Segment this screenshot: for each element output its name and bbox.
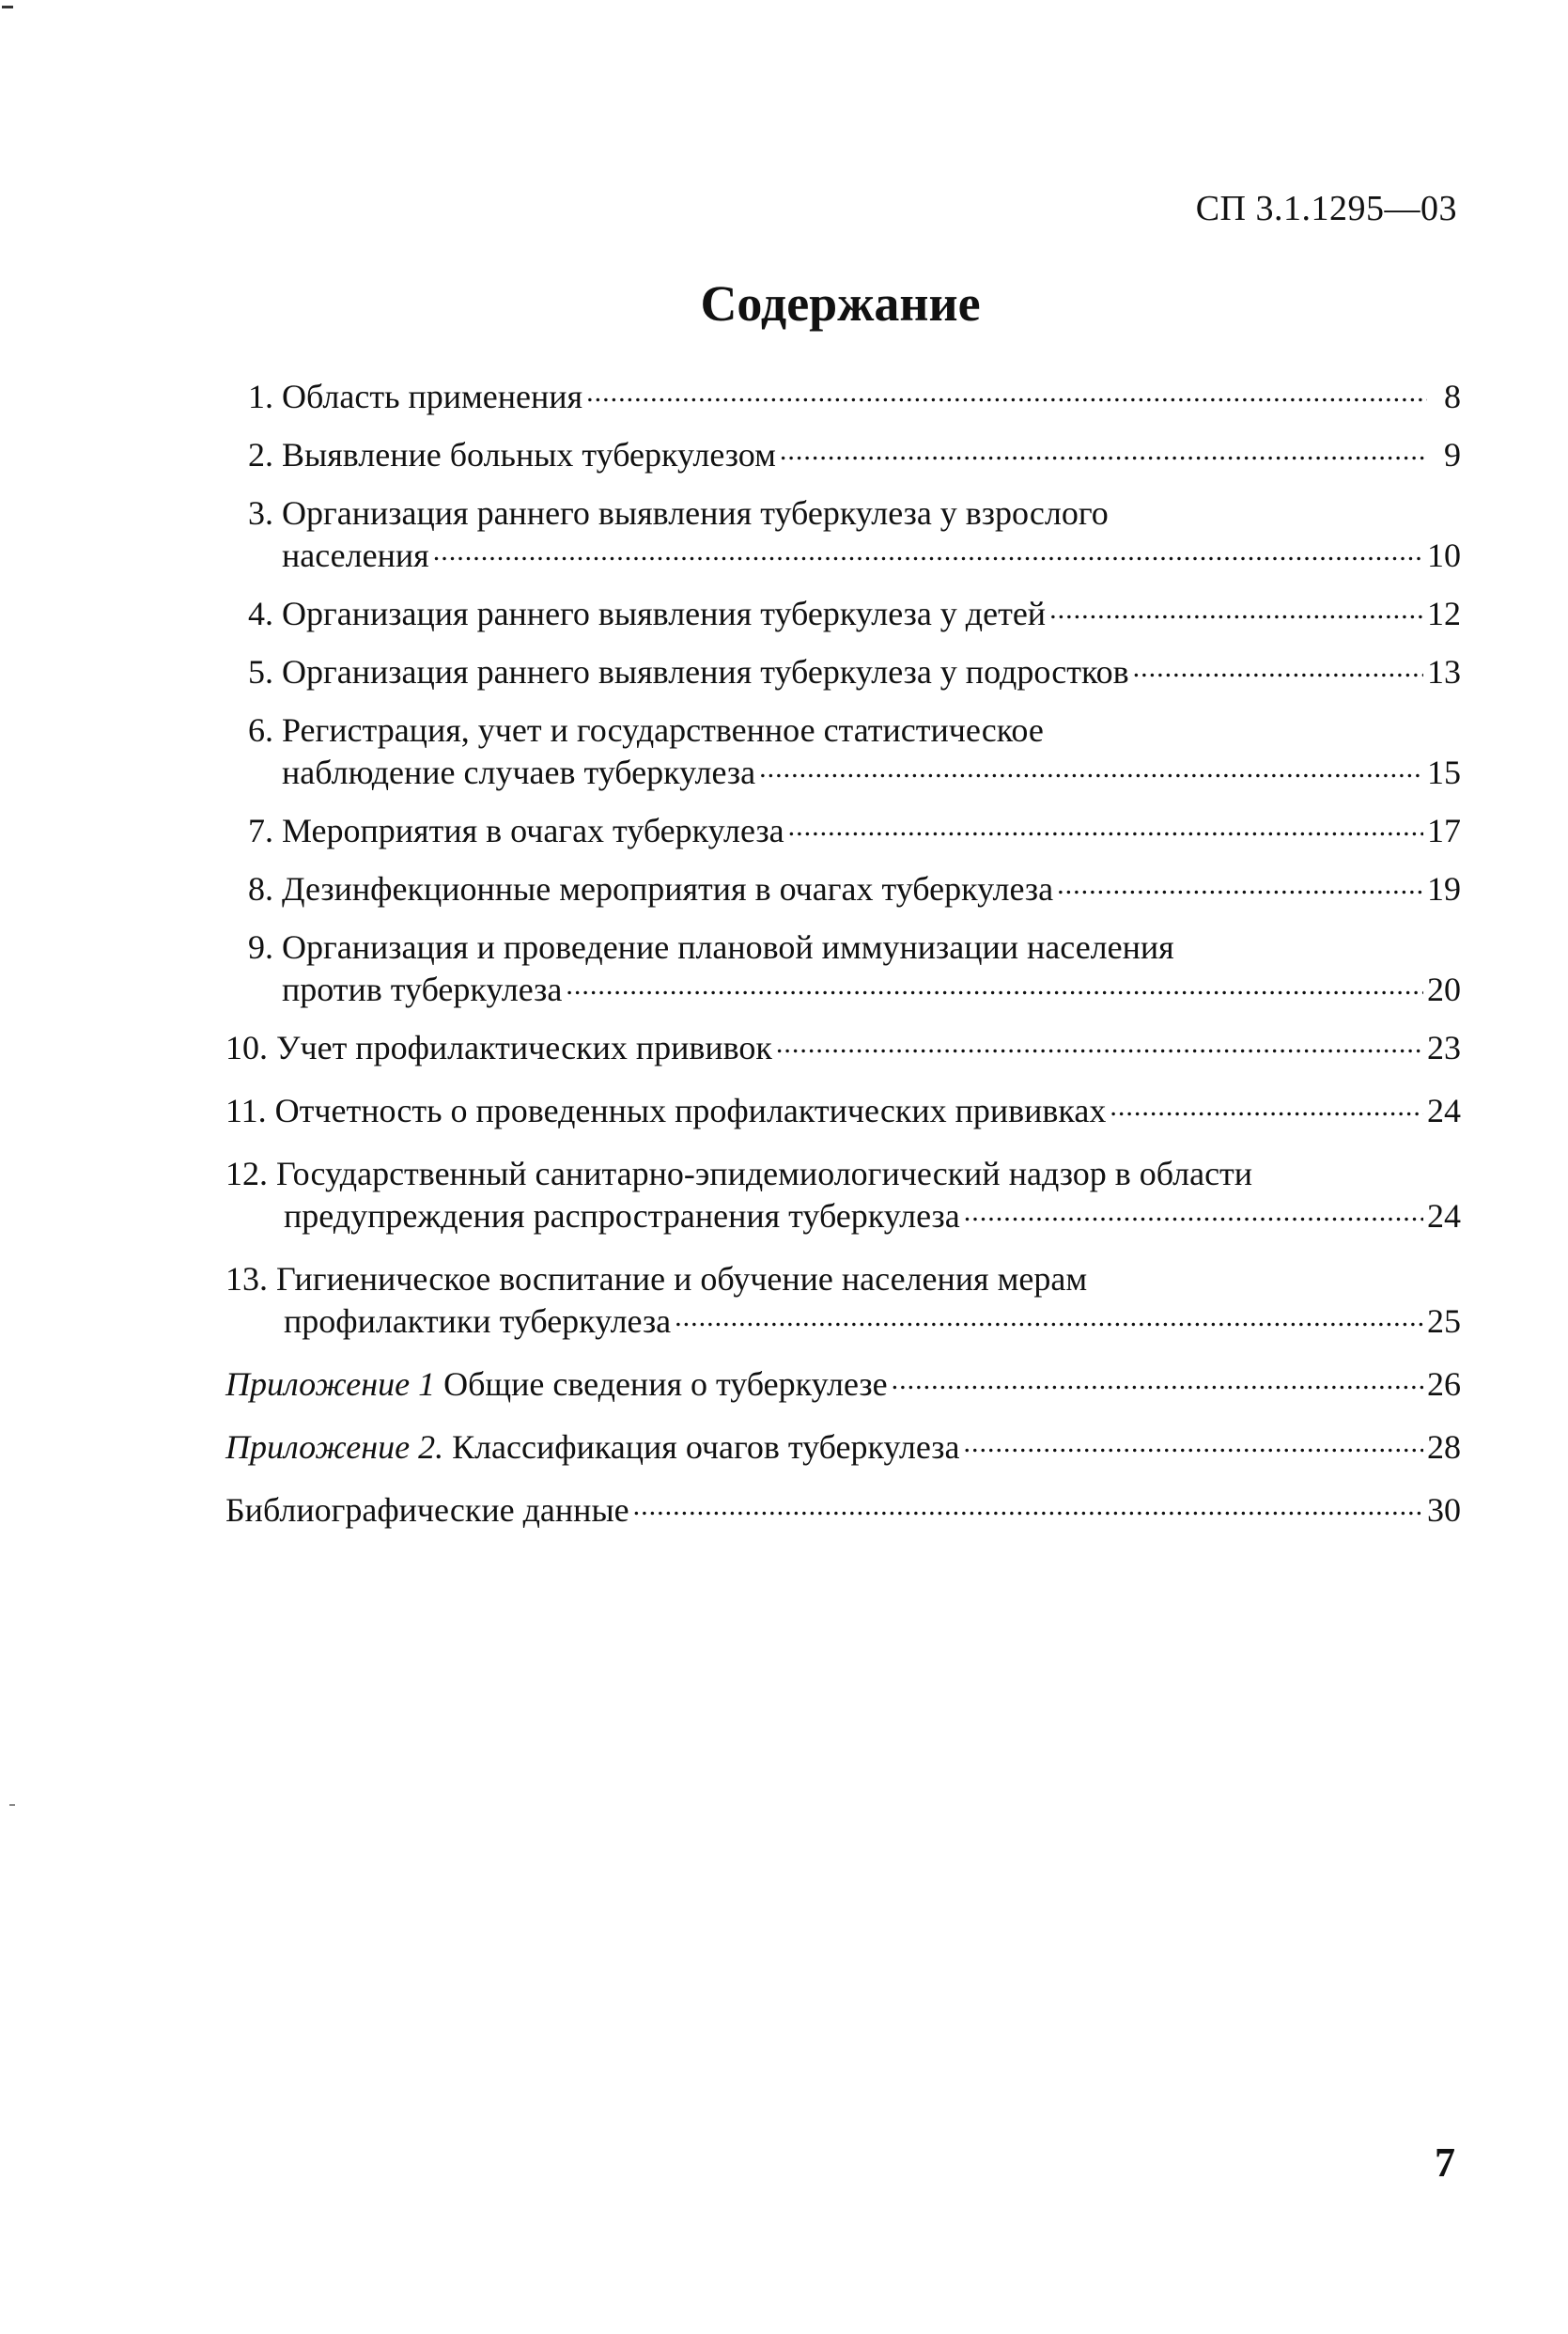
toc-entry-title-line2: предупреждения распространения туберкулеза	[284, 1197, 960, 1235]
toc-entry-number: 3.	[248, 494, 273, 532]
toc-entry-title: Выявление больных туберкулезом	[282, 436, 776, 474]
toc-leader-dots	[963, 1430, 1423, 1458]
toc-entry-title-line1: Регистрация, учет и государственное статистическое	[282, 711, 1044, 749]
toc-entry-title-line2: профилактики туберкулеза	[284, 1302, 672, 1340]
toc-entry-number: 4.	[248, 595, 273, 632]
toc-entry-title-line2: против туберкулеза	[282, 971, 563, 1008]
toc-entry-number: 10.	[225, 1029, 268, 1066]
toc-entry-page: 9	[1444, 436, 1461, 474]
toc-entry-5[interactable]	[225, 651, 1461, 693]
toc-entry-number: 11.	[225, 1092, 267, 1129]
toc-leader-dots	[788, 814, 1423, 842]
toc-entry-title: Область применения	[282, 378, 583, 415]
toc-entry-page: 12	[1427, 595, 1461, 632]
toc-entry-page: 26	[1427, 1365, 1461, 1403]
toc-entry-page: 15	[1427, 754, 1461, 791]
toc-leader-dots	[433, 538, 1423, 567]
toc-entry-10[interactable]	[225, 1027, 1461, 1069]
toc-leader-dots	[964, 1199, 1423, 1227]
toc-entry-11[interactable]	[225, 1090, 1461, 1132]
toc-entry-page: 24	[1427, 1092, 1461, 1129]
toc-entry-number: 9.	[248, 928, 273, 966]
toc-entry-page: 25	[1427, 1302, 1461, 1340]
toc-entry-title: Библиографические данные	[225, 1491, 629, 1529]
toc-entry-title-line2: наблюдение случаев туберкулеза	[282, 754, 756, 791]
toc-entry-4[interactable]	[225, 593, 1461, 635]
toc-leader-dots	[1133, 655, 1423, 683]
toc-leader-dots	[566, 972, 1423, 1001]
toc-entry-page: 30	[1427, 1491, 1461, 1529]
toc-entry-page: 23	[1427, 1029, 1461, 1066]
toc-entry-number: 13.	[225, 1260, 268, 1298]
toc-entry-13[interactable]	[225, 1258, 1461, 1343]
toc-entry-12[interactable]	[225, 1153, 1461, 1237]
toc-entry-1[interactable]	[225, 376, 1461, 418]
toc-appendix-label: Приложение 2.	[225, 1428, 444, 1466]
toc-entry-title-line1: Государственный санитарно-эпидемиологический надзор в области	[276, 1155, 1253, 1192]
toc-entry-title-line2: населения	[282, 537, 429, 574]
toc-entry-page: 19	[1427, 870, 1461, 908]
toc-leader-dots	[1057, 872, 1423, 900]
toc-entry-appendix-2[interactable]	[225, 1426, 1461, 1469]
toc-entry-bibliography[interactable]	[225, 1489, 1461, 1532]
toc-leader-dots	[1110, 1094, 1423, 1122]
toc-entry-2[interactable]	[225, 434, 1461, 476]
toc-entry-6[interactable]	[225, 709, 1461, 794]
scan-corner-mark	[2, 6, 13, 8]
toc-entry-title: Дезинфекционные мероприятия в очагах туберкулеза	[282, 870, 1054, 908]
toc-leader-dots	[633, 1493, 1423, 1521]
toc-entry-3[interactable]	[225, 492, 1461, 577]
toc-appendix-label: Приложение 1	[225, 1365, 436, 1403]
toc-entry-page: 17	[1427, 812, 1461, 849]
toc-entry-number: 7.	[248, 812, 273, 849]
toc-entry-title: Организация раннего выявления туберкулеза у детей	[282, 595, 1047, 632]
toc-entry-7[interactable]	[225, 810, 1461, 852]
toc-entry-number: 2.	[248, 436, 273, 474]
toc-entry-page: 13	[1427, 653, 1461, 691]
toc-leader-dots	[759, 755, 1423, 784]
toc-entry-number: 1.	[248, 378, 273, 415]
toc-entry-title: Классификация очагов туберкулеза	[452, 1428, 960, 1466]
document-code: СП 3.1.1295—03	[1195, 189, 1457, 228]
toc-entry-page: 20	[1427, 971, 1461, 1008]
toc-entry-title-line1: Гигиеническое воспитание и обучение населения мерам	[276, 1260, 1088, 1298]
toc-entry-title: Общие сведения о туберкулезе	[443, 1365, 888, 1403]
page-title: Содержание	[700, 275, 981, 332]
toc-entry-title: Мероприятия в очагах туберкулеза	[282, 812, 784, 849]
toc-entry-9[interactable]	[225, 926, 1461, 1011]
toc-entry-page: 8	[1444, 378, 1461, 415]
toc-entry-number: 6.	[248, 711, 273, 749]
toc-leader-dots	[586, 380, 1427, 408]
toc-entry-title-line1: Организация раннего выявления туберкулеза у взрослого	[282, 494, 1109, 532]
table-of-contents	[225, 376, 1461, 1548]
toc-entry-number: 8.	[248, 870, 273, 908]
toc-entry-page: 28	[1427, 1428, 1461, 1466]
scan-margin-mark	[9, 1804, 15, 1806]
toc-leader-dots	[780, 438, 1427, 466]
toc-leader-dots	[1049, 597, 1423, 625]
toc-entry-appendix-1[interactable]	[225, 1363, 1461, 1406]
toc-leader-dots	[675, 1304, 1423, 1332]
toc-entry-title: Учет профилактических прививок	[276, 1029, 772, 1066]
toc-entry-number: 12.	[225, 1155, 268, 1192]
toc-entry-number: 5.	[248, 653, 273, 691]
toc-entry-title-line1: Организация и проведение плановой иммунизации населения	[282, 928, 1174, 966]
toc-entry-title: Организация раннего выявления туберкулеза у подростков	[282, 653, 1129, 691]
toc-entry-page: 24	[1427, 1197, 1461, 1235]
toc-leader-dots	[776, 1031, 1423, 1059]
toc-entry-title: Отчетность о проведенных профилактических прививках	[274, 1092, 1107, 1129]
toc-entry-page: 10	[1427, 537, 1461, 574]
toc-leader-dots	[892, 1367, 1423, 1395]
page-number: 7	[1435, 2140, 1455, 2186]
toc-entry-8[interactable]	[225, 868, 1461, 910]
